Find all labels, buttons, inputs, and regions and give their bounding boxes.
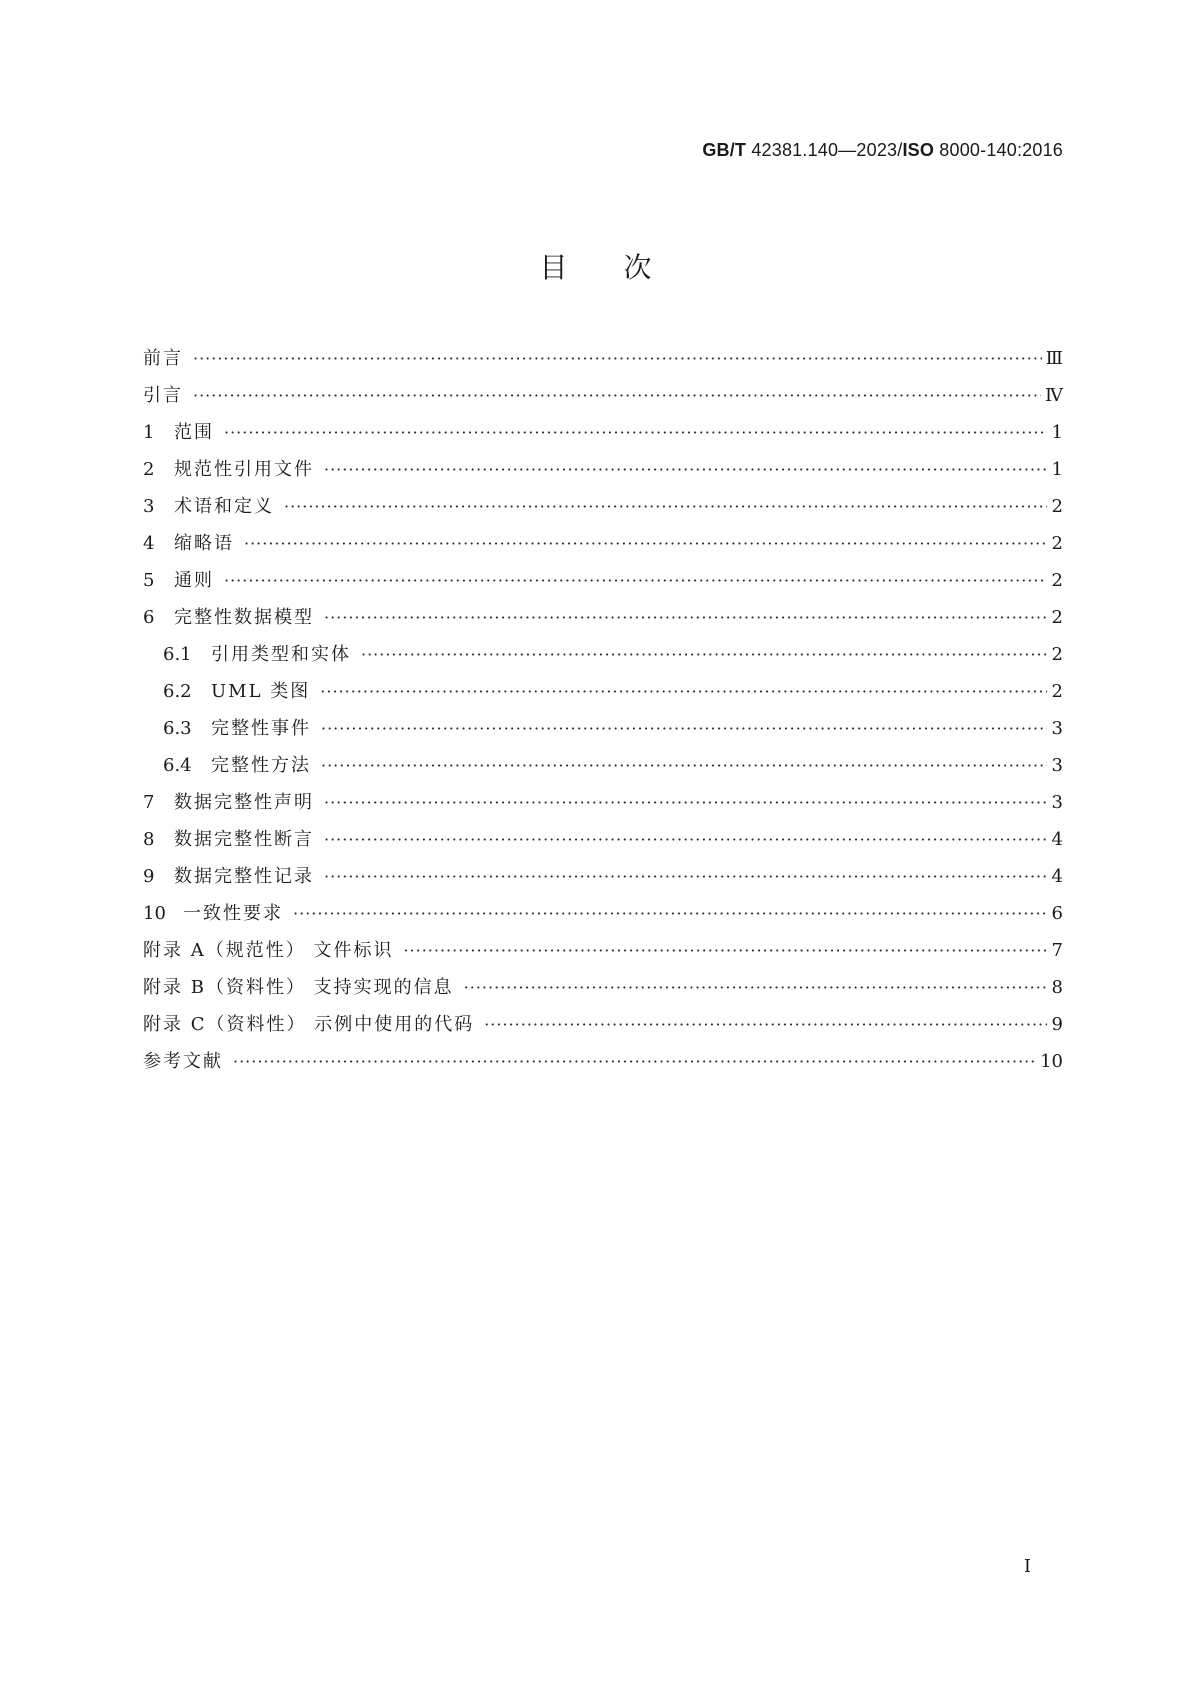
toc-entry-number: 5 [143,570,155,591]
toc-entry-label: 参考文献 [143,1051,223,1072]
toc-dot-leader [317,747,1047,784]
toc-dot-leader [480,1006,1047,1043]
toc-dot-leader [357,636,1047,673]
toc-entry[interactable] [143,451,1063,488]
toc-entry-label: 缩略语 [174,533,234,554]
table-of-contents [143,340,1063,1080]
toc-entry-label: 一致性要求 [183,903,283,924]
toc-entry-page: 1 [1051,422,1063,443]
toc-dot-leader [320,858,1047,895]
toc-entry-label: 引用类型和实体 [211,644,351,665]
iso-number: 8000-140:2016 [939,140,1063,160]
document-header [702,140,1063,161]
toc-entry-page: 3 [1051,718,1063,739]
toc-entry-number: 1 [143,422,155,443]
page-number: Ⅰ [1023,1556,1031,1577]
toc-entry[interactable] [143,340,1063,377]
toc-entry[interactable] [143,377,1063,414]
toc-entry[interactable] [143,969,1063,1006]
toc-entry[interactable] [143,747,1063,784]
toc-entry-page: 10 [1040,1051,1063,1072]
toc-entry-label: 引言 [143,385,183,406]
toc-entry[interactable] [143,932,1063,969]
toc-dot-leader [229,1043,1036,1080]
toc-entry-number: 6 [143,607,155,628]
toc-entry-page: 2 [1051,644,1063,665]
toc-entry-label: 术语和定义 [174,496,274,517]
toc-entry-page: 2 [1051,496,1063,517]
toc-entry-number: 2 [143,459,155,480]
toc-entry-label: 前言 [143,348,183,369]
toc-entry-label: 附录 A（规范性） 文件标识 [143,940,394,961]
toc-entry-number: 6.3 [163,718,192,739]
toc-dot-leader [320,784,1047,821]
toc-entry-label: 完整性数据模型 [174,607,314,628]
toc-entry[interactable] [143,858,1063,895]
toc-dot-leader [320,821,1047,858]
toc-entry[interactable] [143,488,1063,525]
toc-entry-label: 范围 [174,422,214,443]
toc-entry[interactable] [143,895,1063,932]
toc-entry-number: 4 [143,533,155,554]
toc-dot-leader [460,969,1047,1006]
toc-entry-label: 数据完整性断言 [174,829,314,850]
toc-entry[interactable] [143,1006,1063,1043]
toc-entry[interactable] [143,525,1063,562]
toc-entry-number: 8 [143,829,155,850]
toc-entry-page: 4 [1051,866,1063,887]
toc-entry-label: 完整性事件 [211,718,311,739]
toc-dot-leader [189,377,1041,414]
toc-entry-page: 1 [1051,459,1063,480]
toc-entry-page: 8 [1051,977,1063,998]
toc-dot-leader [280,488,1047,525]
toc-entry[interactable] [143,673,1063,710]
toc-dot-leader [317,710,1047,747]
standard-prefix: GB/T [702,140,747,160]
toc-entry[interactable] [143,636,1063,673]
toc-entry[interactable] [143,414,1063,451]
toc-dot-leader [289,895,1047,932]
toc-entry-number: 6.4 [163,755,192,776]
toc-entry-page: 6 [1051,903,1063,924]
toc-entry-page: 7 [1051,940,1063,961]
toc-entry-number: 10 [143,903,166,924]
standard-number: 42381.140—2023/ [751,140,903,160]
toc-entry-number: 7 [143,792,155,813]
toc-dot-leader [240,525,1047,562]
toc-entry[interactable] [143,562,1063,599]
toc-entry-number: 6.1 [163,644,192,665]
toc-dot-leader [320,599,1047,636]
toc-title: 目次 [539,251,708,284]
toc-dot-leader [189,340,1042,377]
toc-dot-leader [316,673,1047,710]
toc-entry-page: Ⅳ [1045,385,1063,406]
toc-entry-label: 数据完整性记录 [174,866,314,887]
toc-entry-label: 规范性引用文件 [174,459,314,480]
toc-entry-label: UML 类图 [211,681,311,702]
toc-entry-page: 3 [1051,755,1063,776]
toc-entry[interactable] [143,599,1063,636]
toc-dot-leader [320,451,1047,488]
toc-entry[interactable] [143,821,1063,858]
toc-entry-page: 2 [1051,607,1063,628]
toc-dot-leader [399,932,1047,969]
toc-entry-number: 6.2 [163,681,192,702]
toc-entry-page: 2 [1051,681,1063,702]
toc-entry-page: 2 [1051,570,1063,591]
toc-entry-label: 附录 C（资料性） 示例中使用的代码 [143,1014,475,1035]
toc-entry-label: 附录 B（资料性） 支持实现的信息 [143,977,454,998]
iso-prefix: ISO [902,140,935,160]
toc-entry-label: 完整性方法 [211,755,311,776]
toc-entry[interactable] [143,1043,1063,1080]
toc-entry[interactable] [143,784,1063,821]
toc-entry-page: 3 [1051,792,1063,813]
toc-entry-number: 9 [143,866,155,887]
toc-entry-label: 数据完整性声明 [174,792,314,813]
toc-entry-page: 4 [1051,829,1063,850]
toc-dot-leader [220,562,1047,599]
toc-entry-number: 3 [143,496,155,517]
toc-dot-leader [220,414,1047,451]
toc-entry-page: 2 [1051,533,1063,554]
toc-entry-label: 通则 [174,570,214,591]
toc-entry[interactable] [143,710,1063,747]
toc-entry-page: Ⅲ [1045,348,1063,369]
toc-entry-page: 9 [1051,1014,1063,1035]
